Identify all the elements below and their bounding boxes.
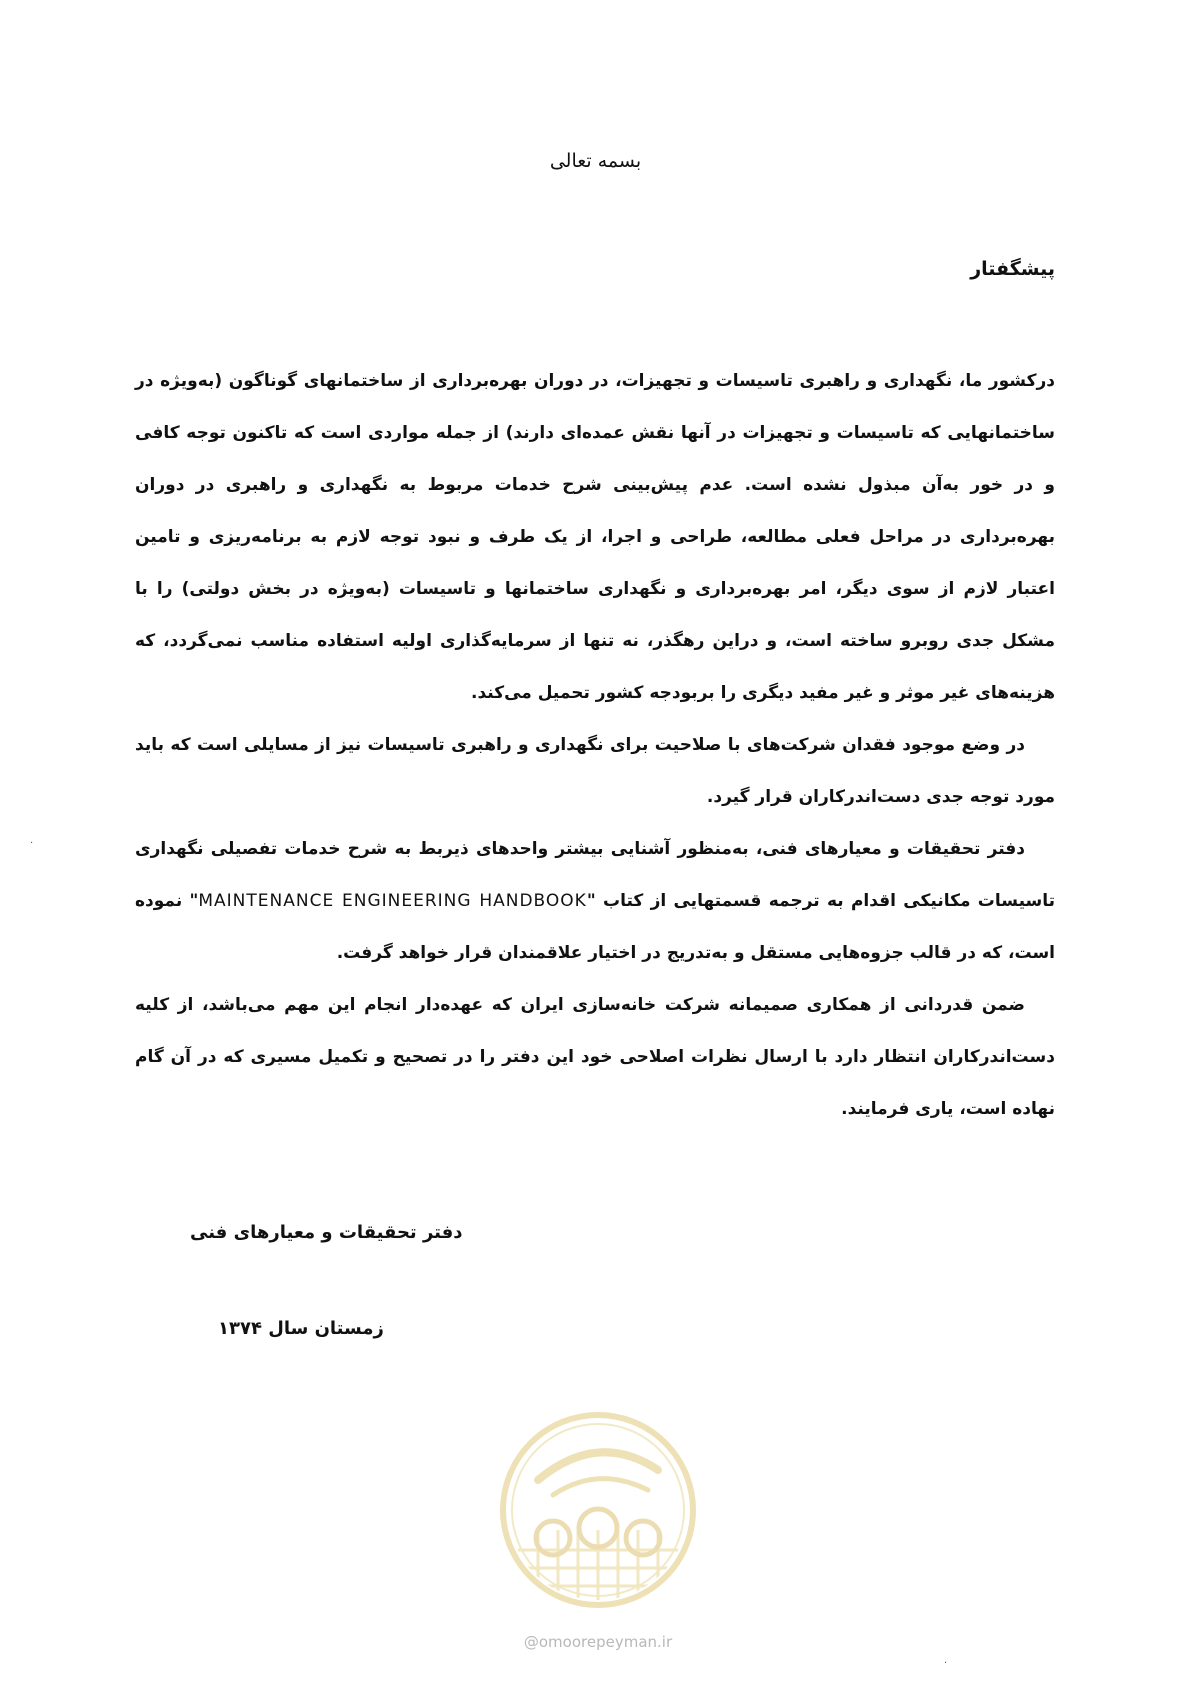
paragraph-4: ضمن قدردانی از همکاری صمیمانه شرکت خانه‌سازی ایران که عهده‌دار انجام این مهم می‌باشد، از کلیه دست‌اندرکاران انتظار دارد با ارسال نظرات اصلاحی خود این دفتر را در تصحیح و تکمیل مسیری که در آن گام نهاده است، یاری فرمایند. [135, 995, 1055, 1119]
preface-title: پیشگفتار [970, 258, 1055, 280]
paragraph-3-quote: " [189, 891, 199, 911]
watermark-seal [498, 1410, 698, 1610]
book-title: MAINTENANCE ENGINEERING HANDBOOK [198, 891, 587, 911]
signature-office: دفتر تحقیقات و معیارهای فنی [190, 1222, 463, 1243]
issue-date: زمستان سال ۱۳۷۴ [218, 1318, 384, 1339]
watermark-url: @omoorepeyman.ir [523, 1633, 673, 1651]
paragraph-1: درکشور ما، نگهداری و راهبری تاسیسات و تجهیزات، در دوران بهره‌برداری از ساختمانهای گوناگون (به‌ویژه در ساختمانهایی که تاسیسات و تجهیزات در آنها نقش عمده‌ای دارند) از جمله مواردی است که تاکنون توجه کافی و در خور به‌آن مبذول نشده است. عدم پیش‌بینی شرح خدمات مربوط به نگهداری و راهبری در دوران بهره‌برداری در مراحل فعلی مطالعه، طراحی و اجرا، از یک طرف و نبود توجه لازم به برنامه‌ریزی و تامین اعتبار لازم از سوی دیگر، امر بهره‌برداری و نگهداری ساختمانها و تاسیسات (به‌ویژه در بخش دولتی) را با مشکل جدی روبرو ساخته است، و دراین رهگذر، نه تنها از سرمایه‌گذاری اولیه استفاده مناسب نمی‌گردد، که هزینه‌های غیر موثر و غیر مفید دیگری را بربودجه کشور تحمیل می‌کند. [135, 371, 1055, 703]
scan-speck: · [30, 838, 34, 849]
invocation-heading: بسمه تعالی [549, 150, 642, 172]
scan-speck: · [944, 1658, 948, 1669]
paragraph-3-continuation: نموده است، که در قالب جزوه‌هایی مستقل و به‌تدریج در اختیار علاقمندان قرار خواهد گرفت. [135, 891, 1055, 963]
document-body [135, 355, 1055, 1135]
paragraph-3 [135, 823, 1055, 979]
paragraph-3-text: دفتر تحقیقات و معیارهای فنی، به‌منظور آشنایی بیشتر واحدهای ذیربط به شرح خدمات تفصیلی نگهداری تاسیسات مکانیکی اقدام به ترجمه قسمتهایی از کتاب " [135, 839, 1055, 911]
paragraph-2: در وضع موجود فقدان شرکت‌های با صلاحیت برای نگهداری و راهبری تاسیسات نیز از مسایلی است که باید مورد توجه جدی دست‌اندرکاران قرار گیرد. [135, 735, 1055, 807]
